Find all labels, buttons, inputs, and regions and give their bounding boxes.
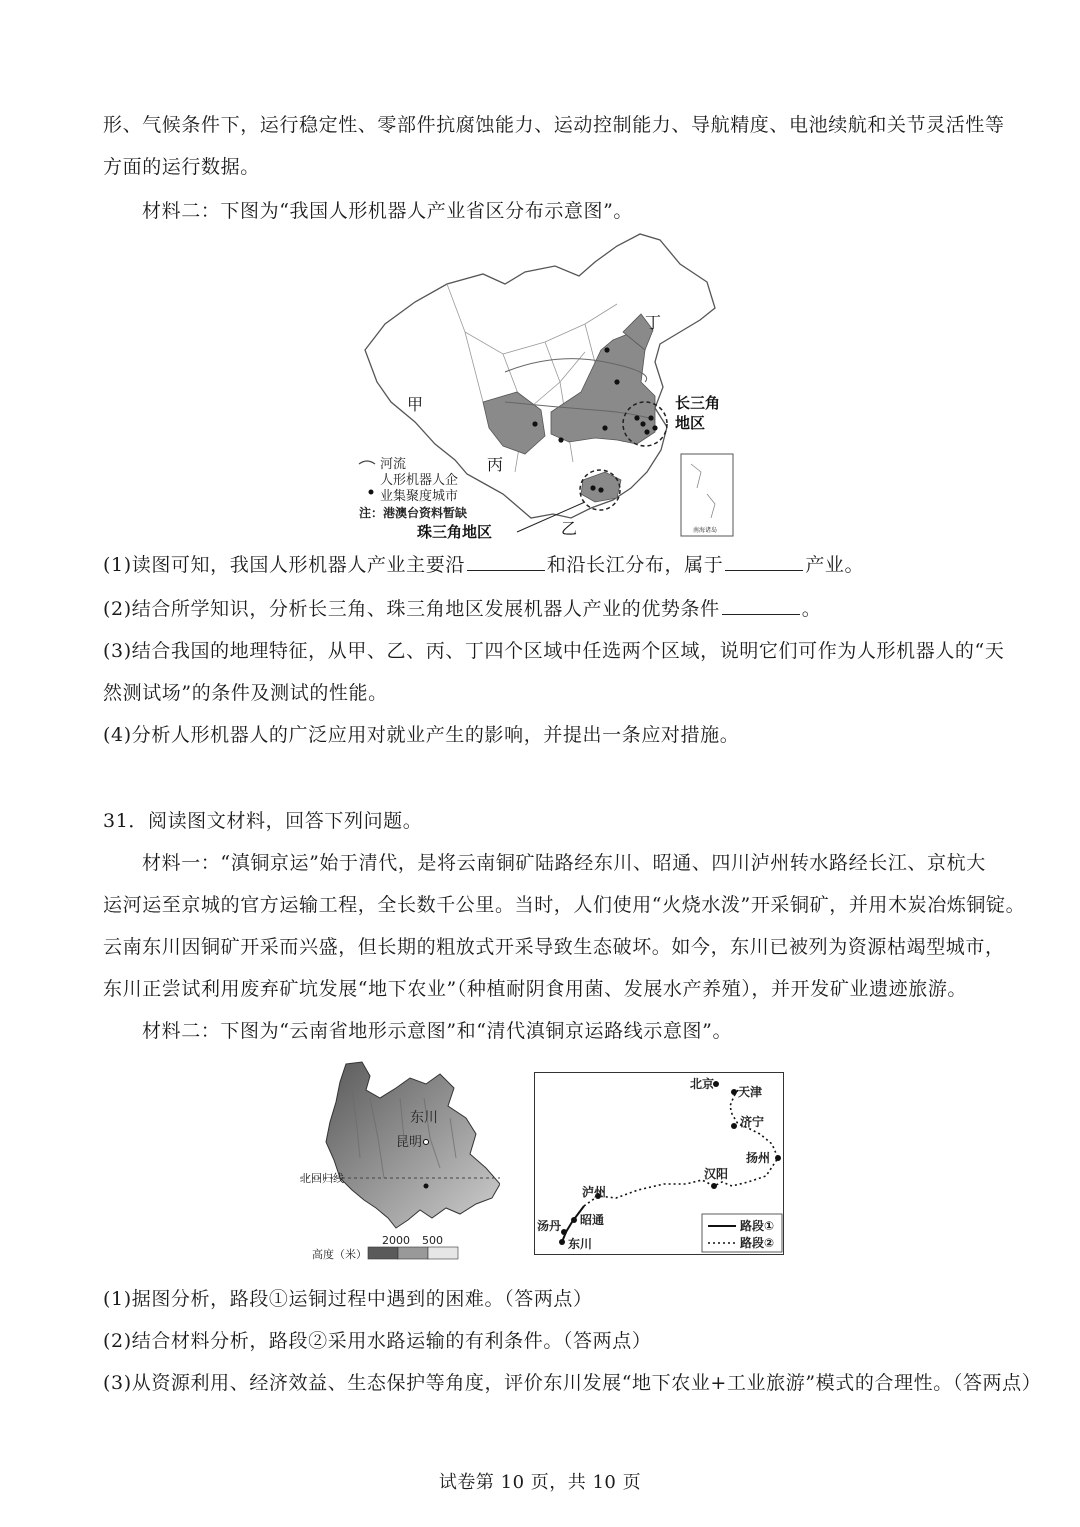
- answer-blank[interactable]: [725, 552, 803, 571]
- label-tropic: 北回归线: [300, 1172, 344, 1185]
- q31-material1-line2: 运河运至京城的官方运输工程，全长数千公里。当时，人们使用“火烧水泼”开采铜矿，并用木炭冶炼铜锭。: [103, 894, 1026, 916]
- material-caption: 材料二：下图为“我国人形机器人产业省区分布示意图”。: [142, 200, 634, 222]
- q31-title: 31．阅读图文材料，回答下列问题。: [103, 810, 423, 832]
- label-dongchuan-route: 东川: [568, 1237, 593, 1251]
- q30-2-b: 。: [801, 598, 822, 620]
- label-jia: 甲: [407, 395, 424, 414]
- label-dongchuan: 东川: [410, 1110, 438, 1126]
- q30-3-line2: 然测试场”的条件及测试的性能。: [103, 682, 388, 704]
- q31-2: (2)结合材料分析，路段②采用水路运输的有利条件。（答两点）: [103, 1330, 652, 1352]
- china-robot-industry-map: [355, 232, 750, 542]
- label-jining: 济宁: [740, 1115, 765, 1129]
- page-footer: 试卷第 10 页，共 10 页: [438, 1472, 642, 1493]
- label-yrd-2: 地区: [675, 414, 706, 432]
- inset-label: 南海诸岛: [693, 527, 718, 534]
- answer-blank[interactable]: [722, 596, 800, 615]
- q30-2: [103, 596, 821, 622]
- label-zhaotong: 昭通: [580, 1213, 605, 1227]
- q31-1: (1)据图分析，路段①运铜过程中遇到的困难。（答两点）: [103, 1288, 593, 1310]
- q31-material2: 材料二：下图为“云南省地形示意图”和“清代滇铜京运路线示意图”。: [142, 1020, 733, 1042]
- label-hanyang: 汉阳: [704, 1167, 729, 1181]
- label-bing: 丙: [487, 455, 504, 474]
- copper-route-map: [534, 1072, 784, 1255]
- label-tianjin: 天津: [738, 1085, 763, 1099]
- label-luzhou: 泸州: [582, 1185, 607, 1199]
- legend-500: 500: [422, 1234, 443, 1247]
- legend-2000: 2000: [382, 1234, 410, 1247]
- q30-1: [103, 552, 864, 578]
- south-sea-inset: [681, 454, 733, 536]
- label-kunming: 昆明: [396, 1135, 423, 1150]
- q30-1-a: (1)读图可知，我国人形机器人产业主要沿: [103, 554, 465, 576]
- label-beijing: 北京: [690, 1077, 715, 1091]
- paragraph-line: 形、气候条件下，运行稳定性、零部件抗腐蚀能力、运动控制能力、导航精度、电池续航和关节灵活性等: [103, 114, 1005, 136]
- q31-material1-line4: 东川正尝试利用废弃矿坑发展“地下农业”（种植耐阴食用菌、发展水产养殖），并开发矿业遗迹旅游。: [103, 978, 968, 1000]
- q30-3-line1: (3)结合我国的地理特征，从甲、乙、丙、丁四个区域中任选两个区域，说明它们可作为人形机器人的“天: [103, 640, 1005, 662]
- q30-4: (4)分析人形机器人的广泛应用对就业产生的影响，并提出一条应对措施。: [103, 724, 740, 746]
- legend-city-1: 人形机器人企: [380, 473, 459, 488]
- q31-material1-line1: 材料一：“滇铜京运”始于清代，是将云南铜矿陆路经东川、昭通、四川泸州转水路经长江、京杭大: [142, 852, 986, 874]
- legend-segment-2: 路段②: [740, 1236, 775, 1250]
- legend-river: 河流: [380, 457, 407, 472]
- q30-1-b: 和沿长江分布，属于: [546, 554, 724, 576]
- label-prd: 珠三角地区: [417, 523, 493, 541]
- q31-material1-line3: 云南东川因铜矿开采而兴盛，但长期的粗放式开采导致生态破坏。如今，东川已被列为资源枯竭型城市，: [103, 936, 1005, 958]
- answer-blank[interactable]: [467, 552, 545, 571]
- legend-city-2: 业集聚度城市: [380, 489, 459, 504]
- q31-3: (3)从资源利用、经济效益、生态保护等角度，评价东川发展“地下农业+工业旅游”模式的合理性。（答两点）: [103, 1372, 1042, 1394]
- label-yi: 乙: [561, 519, 578, 538]
- yunnan-terrain-map: [300, 1058, 500, 1263]
- legend-title: 高度（米）: [312, 1248, 367, 1261]
- label-tangdan: 汤丹: [537, 1219, 562, 1233]
- legend-note: 注：港澳台资料暂缺: [359, 506, 468, 520]
- q30-2-a: (2)结合所学知识，分析长三角、珠三角地区发展机器人产业的优势条件: [103, 598, 720, 620]
- paragraph-line: 方面的运行数据。: [103, 156, 260, 178]
- q30-1-c: 产业。: [805, 554, 865, 576]
- label-ding: 丁: [645, 313, 662, 332]
- legend-segment-1: 路段①: [740, 1219, 775, 1233]
- label-yangzhou: 扬州: [746, 1151, 771, 1165]
- label-yrd: 长三角: [675, 394, 721, 412]
